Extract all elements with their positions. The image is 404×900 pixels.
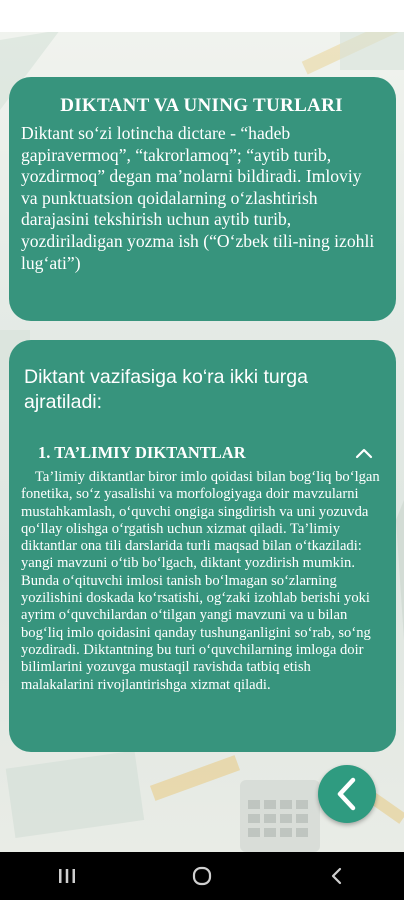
chevron-left-icon — [332, 777, 362, 811]
section-text: Ta’limiy diktantlar biror imlo qoidasi bilan bog‘liq bo‘lgan fonetika, so‘z yasalishi va morfologiyaga doir mavzularni mustahkamlash, o‘quvchi ongiga singdirish va uni yozuvda qo‘llay olishga o‘rgatish uchun xizmat qiladi. Ta’limiy diktantlar ona tili darslarida turli maqsad bilan o‘tkaziladi: yangi mavzuni o‘tib bo‘lgach, diktant yozdirish mumkin. Bunda o‘qituvchi imlosi tanish bo‘lmagan so‘zlarning yozilishini doskada ko‘rsatishi, og‘zaki izohlab berishi yoki ayrim o‘quvchilardan o‘tilgan yangi mavzuni va u bilan bog‘liq imlo qoidasini qanday tushunganligini so‘rab, so‘ng yozdiradi. Diktantning bu turi o‘quvchilarning imloga doir bilimlarini yozuvga mustaqil ravishda tatbiq etish malakalarini rivojlantirishga xizmat qiladi. — [21, 469, 380, 693]
recents-icon — [57, 867, 77, 885]
chevron-up-icon[interactable] — [354, 443, 374, 463]
types-card — [9, 340, 396, 752]
nav-back-icon — [329, 866, 345, 886]
intro-card — [9, 77, 396, 321]
nav-back-button[interactable] — [307, 856, 367, 896]
back-button[interactable] — [318, 765, 376, 823]
intro-text: Diktant so‘zi lotincha dictare - “hadeb gapiravermoq”, “takrorlamoq”; “aytib turib, yozdirmoq” degan ma’nolarni bildiradi. Imloviy va punktuatsion qoidalarning o‘zlashtirish darajasini tekshirish uchun aytib turib, yozdiriladigan yozma ish (“O‘zbek tili-ning izohli lug‘ati”) — [21, 123, 375, 273]
section-title: 1. TA’LIMIY DIKTANTLAR — [38, 443, 246, 462]
system-nav-bar — [0, 852, 404, 900]
section-header[interactable] — [21, 441, 384, 465]
nav-home-button[interactable] — [172, 856, 232, 896]
intro-title: DIKTANT VA UNING TURLARI — [60, 95, 343, 116]
status-bar — [0, 0, 404, 32]
nav-recents-button[interactable] — [37, 856, 97, 896]
home-icon — [191, 865, 213, 887]
types-heading: Diktant vazifasiga ko‘ra ikki turga ajratiladi: — [24, 366, 308, 413]
